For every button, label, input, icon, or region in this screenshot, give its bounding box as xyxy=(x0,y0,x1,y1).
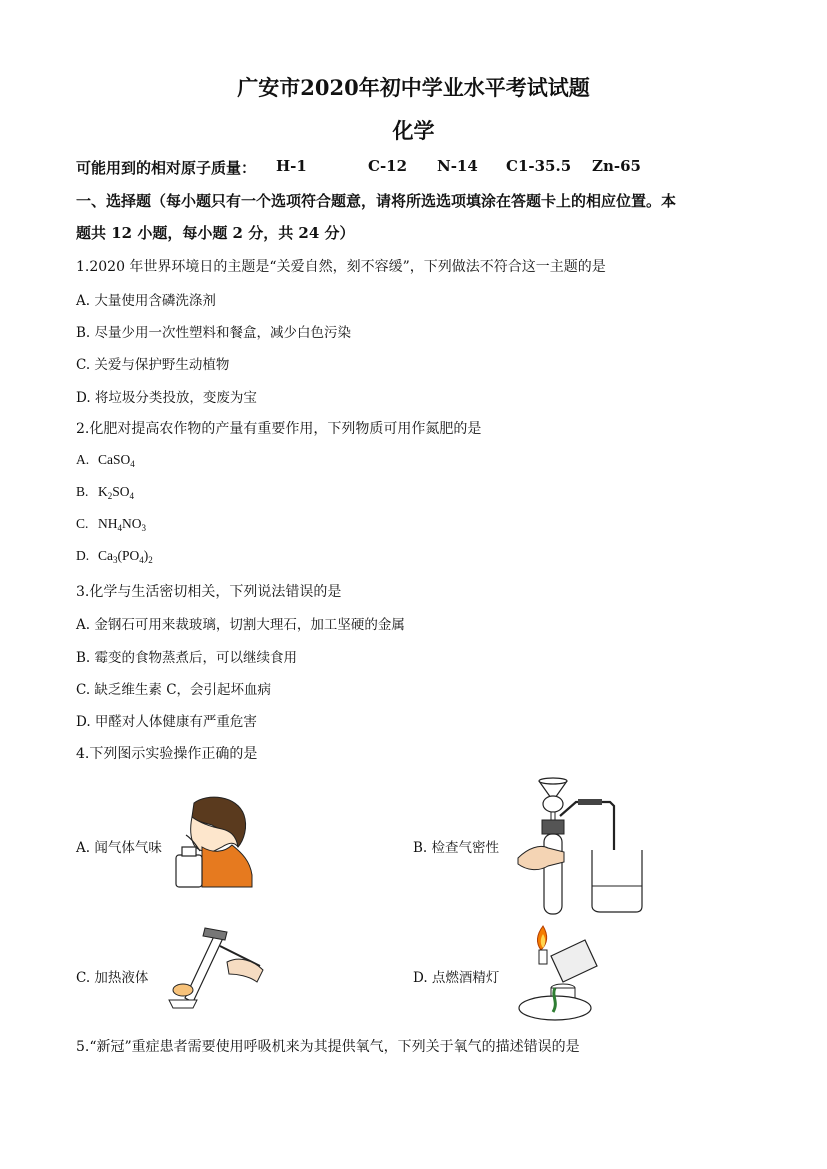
question-4-option-d-label: D. 点燃酒精灯 xyxy=(413,970,500,986)
atomic-mass-item: H-1 xyxy=(276,157,307,175)
question-1-stem: 1.2020 年世界环境日的主题是“关爱自然，刻不容缓”，下列做法不符合这一主题的是 xyxy=(76,259,606,275)
question-3-option-a: A. 金钢石可用来裁玻璃，切割大理石，加工坚硬的金属 xyxy=(76,617,405,633)
section-heading-line2: 题共 12 小题，每小题 2 分，共 24 分） xyxy=(76,224,355,242)
atomic-mass-item: C1-35.5 xyxy=(506,157,572,175)
question-4-option-b-label: B. 检查气密性 xyxy=(413,840,500,856)
section-heading-line1: 一、选择题（每小题只有一个选项符合题意，请将所选选项填涂在答题卡上的相应位置。本 xyxy=(76,192,677,210)
question-3-stem: 3.化学与生活密切相关，下列说法错误的是 xyxy=(76,584,342,600)
question-1-option-b: B. 尽量少用一次性塑料和餐盒，减少白色污染 xyxy=(76,325,352,341)
question-2-option-b: B. $K_2SO_4$ xyxy=(76,484,135,501)
smelling-gas-figure xyxy=(172,795,254,890)
question-2-stem: 2.化肥对提高农作物的产量有重要作用，下列物质可用作氮肥的是 xyxy=(76,421,482,437)
question-3-option-b: B. 霉变的食物蒸煮后，可以继续食用 xyxy=(76,650,298,666)
subject-title: 化学 xyxy=(392,118,435,143)
airtightness-check-figure xyxy=(518,778,648,916)
question-3-option-c: C. 缺乏维生素 C，会引起坏血病 xyxy=(76,682,272,698)
atomic-mass-item: C-12 xyxy=(368,157,408,175)
alcohol-lamp-figure xyxy=(515,926,605,1020)
question-2-option-d: D. $Ca_3(PO_4)_2$ xyxy=(76,548,153,565)
atomic-mass-item: N-14 xyxy=(437,157,478,175)
atomic-mass-item: Zn-65 xyxy=(592,157,641,175)
exam-title: 广安市2020年初中学业水平考试试题 xyxy=(237,75,590,100)
atomic-masses-label: 可能用到的相对原子质量： xyxy=(76,159,257,177)
question-5-stem: 5.“新冠”重症患者需要使用呼吸机来为其提供氧气，下列关于氧气的描述错误的是 xyxy=(76,1039,580,1055)
question-1-option-c: C. 关爱与保护野生动植物 xyxy=(76,357,230,373)
question-4-option-a-label: A. 闻气体气味 xyxy=(76,840,162,856)
question-4-stem: 4.下列图示实验操作正确的是 xyxy=(76,746,258,762)
question-2-option-c: C. $NH_4NO_3$ xyxy=(76,516,146,533)
heating-liquid-figure xyxy=(165,926,270,1010)
question-4-option-c-label: C. 加热液体 xyxy=(76,970,149,986)
question-1-option-a: A. 大量使用含磷洗涤剂 xyxy=(76,293,216,309)
question-1-option-d: D. 将垃圾分类投放，变废为宝 xyxy=(76,390,257,406)
question-2-option-a: A. CaSO$_4$ xyxy=(76,452,135,469)
question-3-option-d: D. 甲醛对人体健康有严重危害 xyxy=(76,714,257,730)
